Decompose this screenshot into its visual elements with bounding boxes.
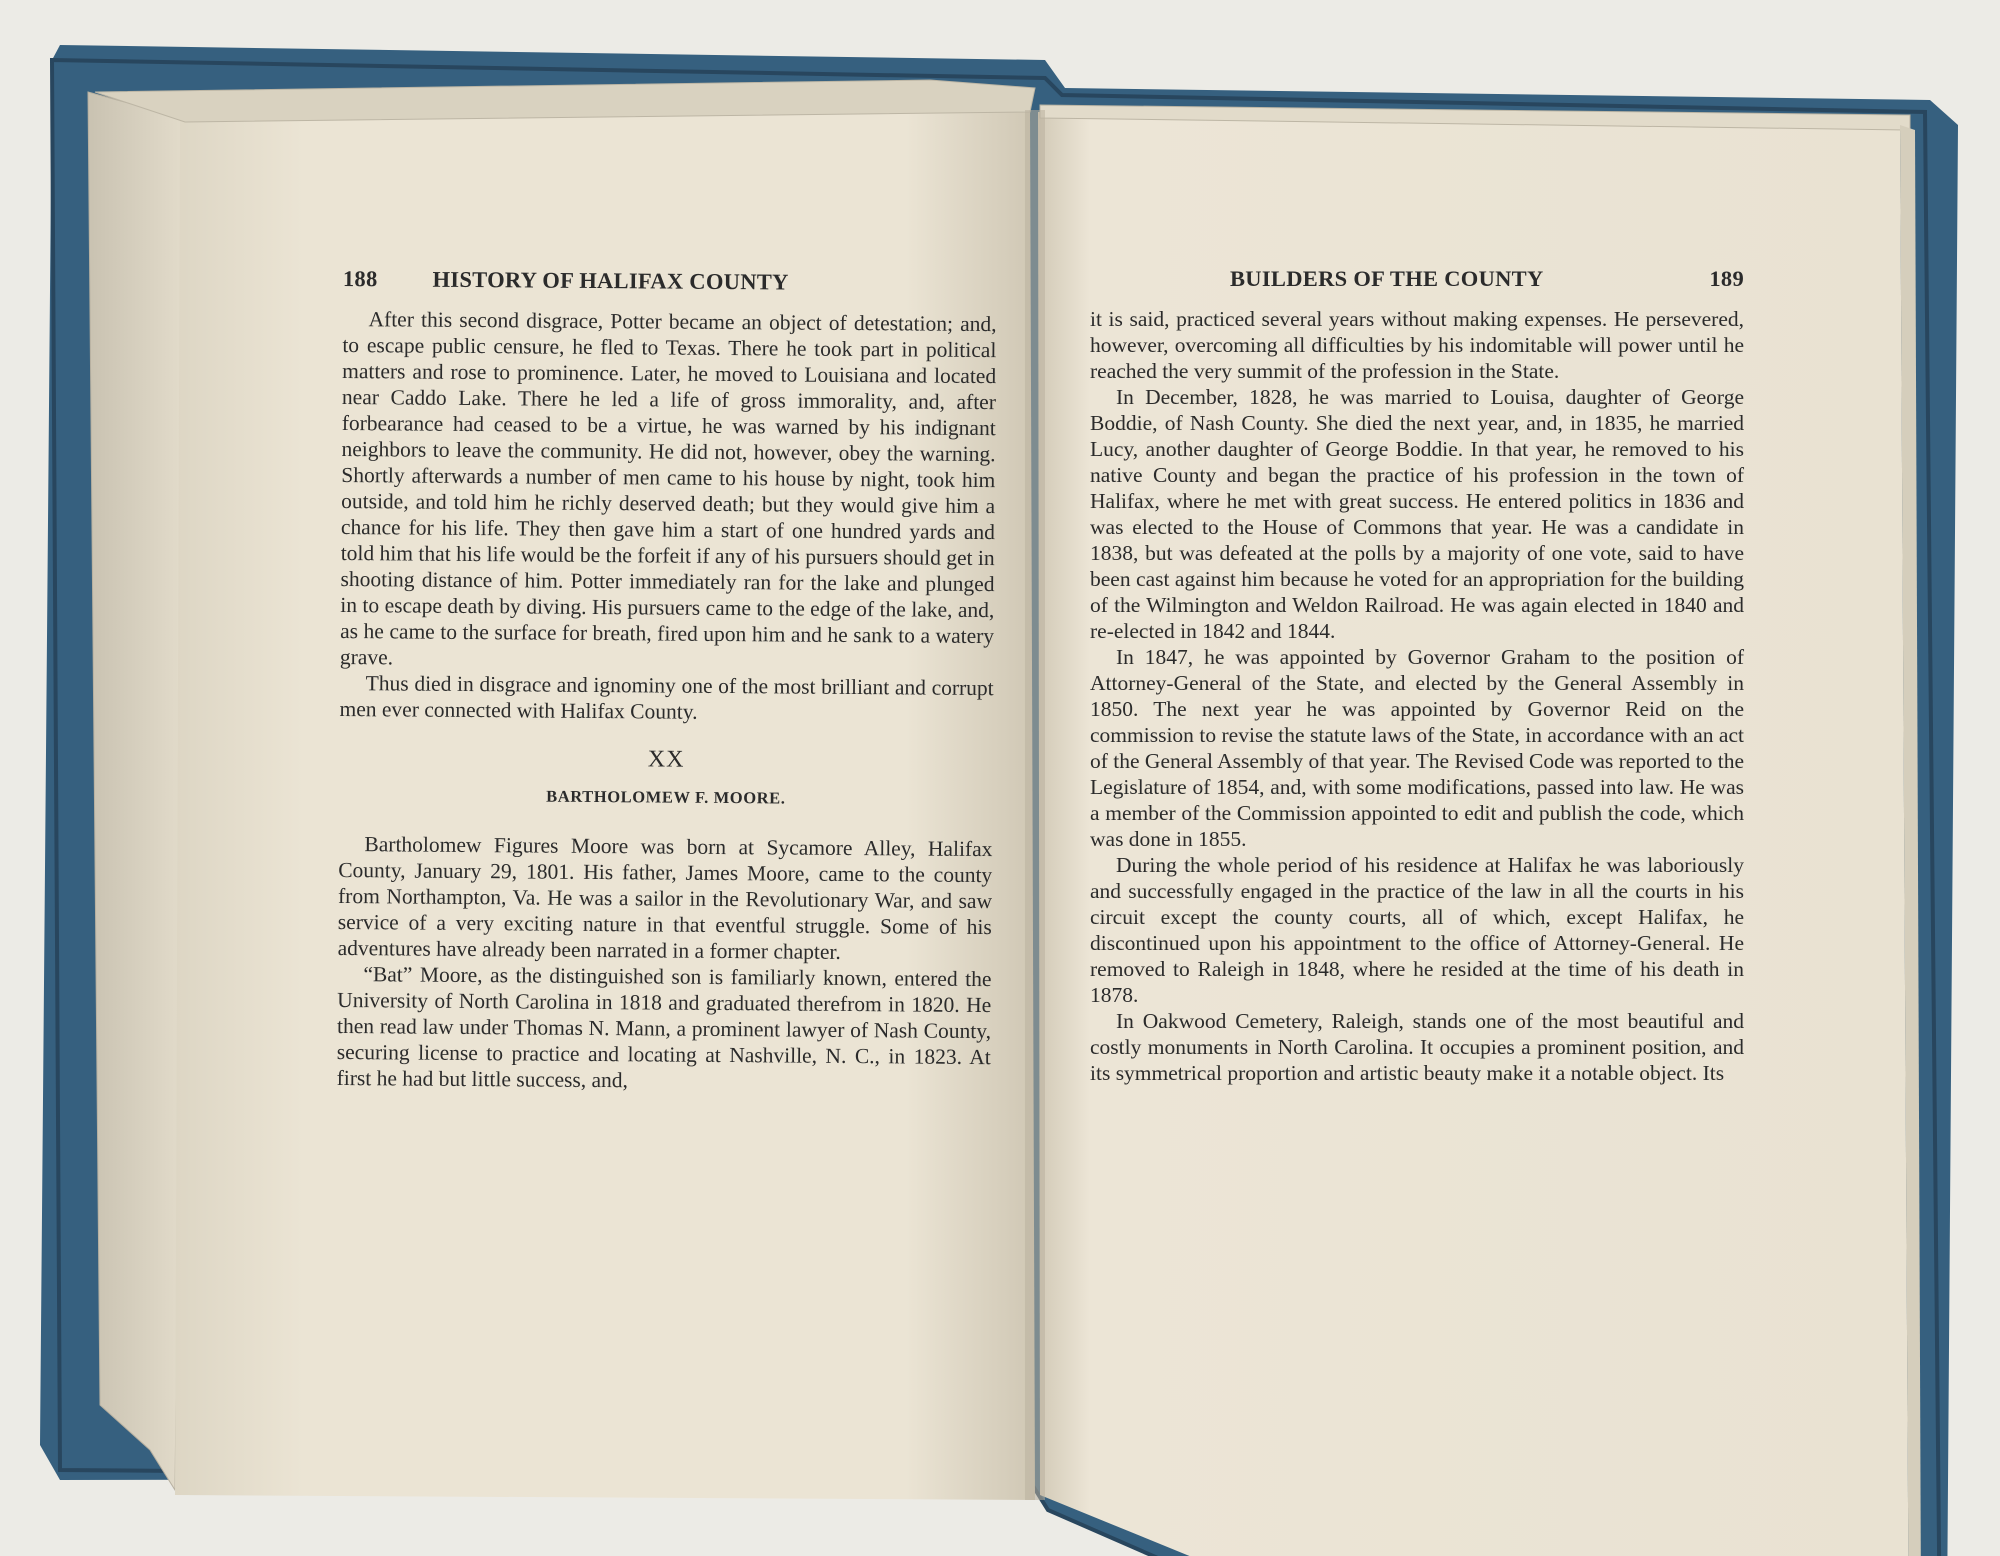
gutter-shadow — [1025, 110, 1045, 1500]
paragraph: Bartholomew Figures Moore was born at Sycamore Alley, Halifax County, January 29, 1801. His father, James Moore, came to the county from Northampton, Va. He was a sailor in the Revolutionary War, and saw service of a very exciting nature in that eventful struggle. Some of his adventures have already been narrated in a former chapter. — [337, 832, 993, 964]
left-running-head — [343, 266, 997, 297]
page-number: 188 — [342, 266, 378, 292]
running-title: BUILDERS OF THE COUNTY — [1230, 266, 1544, 291]
chapter-title: BARTHOLOMEW F. MOORE. — [546, 786, 786, 808]
paragraph: Thus died in disgrace and ignominy one of the most brilliant and corrupt men ever connected with Halifax County. — [339, 671, 994, 724]
running-title: HISTORY OF HALIFAX COUNTY — [432, 266, 789, 295]
paragraph: “Bat” Moore, as the distinguished son is familiarly known, entered the University of North Carolina in 1818 and graduated therefrom in 1820. He then read law under Thomas N. Mann, a prominent lawyer of Nash County, securing license to practice and locating at Nashville, N. C., in 1823. At first he had but little success, and, — [336, 962, 992, 1093]
paragraph: After this second disgrace, Potter became an object of detestation; and, to escape public censure, he fled to Texas. There he took part in political matters and rose to prominence. Later, he moved to Louisiana and located near Caddo Lake. There he led a life of gross immorality, and, after forbearance had ceased to be a virtue, he was warned by his indignant neighbors to leave the community. He did not, however, obey the warning. Shortly afterwards a number of men came to his house by night, took him outside, and told him he richly deserved death; but they would give him a chance for his life. They then gave him a start of one hundred yards and told him that his life would be the forfeit if any of his pursuers should get in shooting distance of him. Potter immediately ran for the lake and plunged in to escape death by diving. His pursuers came to the edge of the lake, and, as he came to the surface for breath, fired upon him and he sank to a watery grave. — [339, 307, 997, 670]
paragraph: During the whole period of his residence at Halifax he was laboriously and successfully engaged in the practice of the law in all the courts in his circuit except the county courts, all of which, except Halifax, he discontinued upon his appointment to the office of Attorney-General. He removed to Raleigh in 1848, where he resided at the time of his death in 1878. — [1090, 853, 1744, 1007]
paragraph: In December, 1828, he was married to Louisa, daughter of George Boddie, of Nash County. She died the next year, and, in 1835, he married Lucy, another daughter of George Boddie. In that year, he removed to his native County and began the practice of his profession in the town of Halifax, where he met with great success. He entered politics in 1836 and was elected to the House of Commons that year. He was a candidate in 1838, but was defeated at the polls by a majority of one vote, said to have been cast against him because he voted for an appropriation for the building of the Wilmington and Weldon Railroad. He was again elected in 1840 and re-elected in 1842 and 1844. — [1090, 385, 1744, 643]
paragraph: In Oakwood Cemetery, Raleigh, stands one of the most beautiful and costly monuments in North Carolina. It occupies a prominent position, and its symmetrical proportion and artistic beauty make it a notable object. Its — [1090, 1009, 1744, 1085]
left-page — [337, 266, 997, 1096]
right-running-head — [1090, 266, 1744, 292]
page-number: 189 — [1709, 266, 1744, 291]
chapter-number: XX — [647, 746, 685, 773]
paragraph: In 1847, he was appointed by Governor Graham to the position of Attorney-General of the State, and elected by the General Assembly in 1850. The next year he was appointed by Governor Reid on the commission to revise the statute laws of the State, in accordance with an act of the General Assembly of that year. The Revised Code was reported to the Legislature of 1854, and, with some modifications, passed into law. He was a member of the Commission appointed to edit and publish the code, which was done in 1855. — [1090, 645, 1744, 851]
right-page — [1090, 266, 1744, 1086]
paragraph: it is said, practiced several years without making expenses. He persevered, however, overcoming all difficulties by his indomitable will power until he reached the very summit of the profession in the State. — [1090, 307, 1744, 383]
left-page-edges — [88, 92, 190, 1490]
